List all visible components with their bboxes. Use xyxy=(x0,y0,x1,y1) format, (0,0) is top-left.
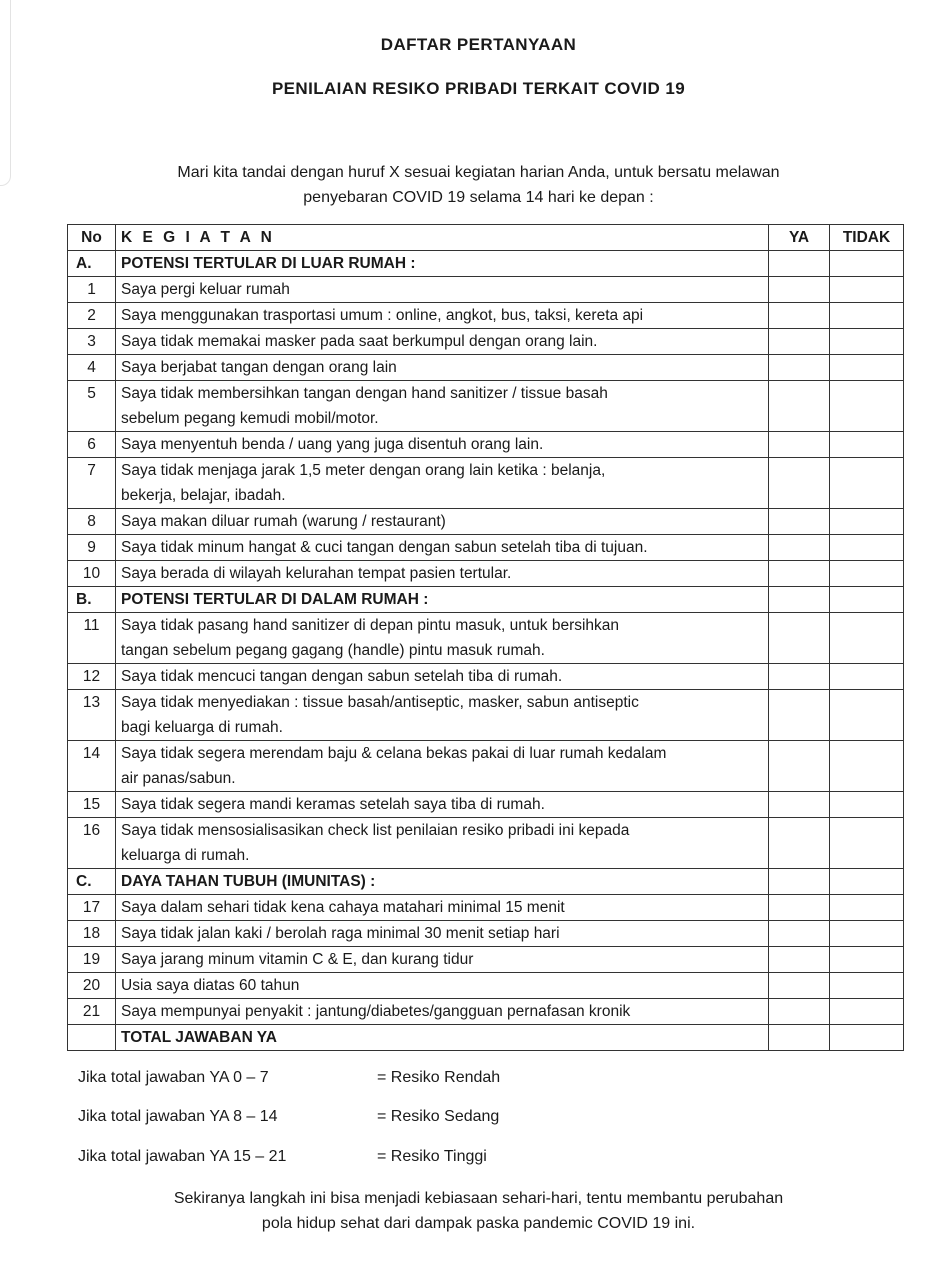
tidak-checkbox-cell[interactable] xyxy=(830,999,904,1025)
row-text: Usia saya diatas 60 tahun xyxy=(116,973,769,999)
row-no: 17 xyxy=(68,895,116,921)
row-text-line: Saya tidak membersihkan tangan dengan hand sanitizer / tissue basah xyxy=(121,385,608,402)
total-tidak-cell[interactable] xyxy=(830,1025,904,1051)
ya-checkbox-cell[interactable] xyxy=(769,947,830,973)
table-row xyxy=(68,741,904,792)
row-no: 11 xyxy=(68,613,116,664)
header-no: No xyxy=(68,225,116,251)
section-label: DAYA TAHAN TUBUH (IMUNITAS) : xyxy=(116,869,769,895)
row-no: 12 xyxy=(68,664,116,690)
intro-line-1: Mari kita tandai dengan huruf X sesuai kegiatan harian Anda, untuk bersatu melawan xyxy=(177,164,780,181)
ya-checkbox-cell[interactable] xyxy=(769,303,830,329)
row-text: Saya menggunakan trasportasi umum : online, angkot, bus, taksi, kereta api xyxy=(116,303,769,329)
table-row xyxy=(68,432,904,458)
ya-cell xyxy=(769,869,830,895)
tidak-cell xyxy=(830,587,904,613)
closing-paragraph xyxy=(60,1186,897,1236)
row-text xyxy=(116,741,769,792)
row-text xyxy=(116,381,769,432)
closing-line-1: Sekiranya langkah ini bisa menjadi kebiasaan sehari-hari, tentu membantu perubahan xyxy=(173,1190,784,1207)
row-no: 19 xyxy=(68,947,116,973)
row-text: Saya mempunyai penyakit : jantung/diabetes/gangguan pernafasan kronik xyxy=(116,999,769,1025)
table-row xyxy=(68,664,904,690)
tidak-checkbox-cell[interactable] xyxy=(830,458,904,509)
intro-line-2: penyebaran COVID 19 selama 14 hari ke depan : xyxy=(303,189,654,206)
table-row xyxy=(68,999,904,1025)
table-row xyxy=(68,973,904,999)
ya-cell xyxy=(769,587,830,613)
row-text: Saya tidak jalan kaki / berolah raga minimal 30 menit setiap hari xyxy=(116,921,769,947)
ya-checkbox-cell[interactable] xyxy=(769,561,830,587)
tidak-checkbox-cell[interactable] xyxy=(830,303,904,329)
document-title: DAFTAR PERTANYAAN xyxy=(380,35,577,54)
table-row xyxy=(68,921,904,947)
row-no: 2 xyxy=(68,303,116,329)
ya-checkbox-cell[interactable] xyxy=(769,818,830,869)
row-no: 21 xyxy=(68,999,116,1025)
ya-checkbox-cell[interactable] xyxy=(769,664,830,690)
row-no: 9 xyxy=(68,535,116,561)
intro-paragraph xyxy=(60,160,897,210)
ya-checkbox-cell[interactable] xyxy=(769,355,830,381)
tidak-checkbox-cell[interactable] xyxy=(830,355,904,381)
legend-result: = Resiko Sedang xyxy=(377,1108,500,1125)
ya-checkbox-cell[interactable] xyxy=(769,973,830,999)
total-ya-cell[interactable] xyxy=(769,1025,830,1051)
total-label: TOTAL JAWABAN YA xyxy=(116,1025,769,1051)
row-text: Saya tidak segera mandi keramas setelah saya tiba di rumah. xyxy=(116,792,769,818)
table-row xyxy=(68,535,904,561)
section-no: C. xyxy=(68,869,116,895)
ya-checkbox-cell[interactable] xyxy=(769,613,830,664)
row-no: 6 xyxy=(68,432,116,458)
row-text xyxy=(116,613,769,664)
tidak-checkbox-cell[interactable] xyxy=(830,895,904,921)
row-no: 3 xyxy=(68,329,116,355)
row-no: 18 xyxy=(68,921,116,947)
header-tidak: TIDAK xyxy=(830,225,904,251)
ya-checkbox-cell[interactable] xyxy=(769,381,830,432)
row-text-line: sebelum pegang kemudi mobil/motor. xyxy=(121,410,379,427)
table-row xyxy=(68,947,904,973)
tidak-checkbox-cell[interactable] xyxy=(830,690,904,741)
tidak-checkbox-cell[interactable] xyxy=(830,381,904,432)
tidak-checkbox-cell[interactable] xyxy=(830,277,904,303)
legend-label: Jika total jawaban YA 8 – 14 xyxy=(78,1108,278,1125)
header-ya: YA xyxy=(769,225,830,251)
ya-checkbox-cell[interactable] xyxy=(769,277,830,303)
legend-result: = Resiko Rendah xyxy=(377,1069,501,1086)
row-text: Saya berada di wilayah kelurahan tempat pasien tertular. xyxy=(116,561,769,587)
table-row xyxy=(68,561,904,587)
ya-checkbox-cell[interactable] xyxy=(769,329,830,355)
row-text-line: air panas/sabun. xyxy=(121,770,236,787)
ya-checkbox-cell[interactable] xyxy=(769,999,830,1025)
section-row-b xyxy=(68,587,904,613)
tidak-checkbox-cell[interactable] xyxy=(830,613,904,664)
ya-checkbox-cell[interactable] xyxy=(769,509,830,535)
row-text: Saya pergi keluar rumah xyxy=(116,277,769,303)
row-text: Saya dalam sehari tidak kena cahaya matahari minimal 15 menit xyxy=(116,895,769,921)
row-text: Saya menyentuh benda / uang yang juga disentuh orang lain. xyxy=(116,432,769,458)
ya-cell xyxy=(769,251,830,277)
row-no: 13 xyxy=(68,690,116,741)
ya-checkbox-cell[interactable] xyxy=(769,921,830,947)
row-text: Saya makan diluar rumah (warung / restaurant) xyxy=(116,509,769,535)
table-row xyxy=(68,792,904,818)
table-row xyxy=(68,381,904,432)
row-text: Saya jarang minum vitamin C & E, dan kurang tidur xyxy=(116,947,769,973)
table-row xyxy=(68,690,904,741)
document-subtitle: PENILAIAN RESIKO PRIBADI TERKAIT COVID 19 xyxy=(271,79,686,98)
section-no: A. xyxy=(68,251,116,277)
row-no: 20 xyxy=(68,973,116,999)
tidak-checkbox-cell[interactable] xyxy=(830,535,904,561)
row-text xyxy=(116,458,769,509)
table-row xyxy=(68,329,904,355)
tidak-checkbox-cell[interactable] xyxy=(830,432,904,458)
tidak-checkbox-cell[interactable] xyxy=(830,741,904,792)
table-row xyxy=(68,458,904,509)
row-text-line: Saya tidak pasang hand sanitizer di depan pintu masuk, untuk bersihkan xyxy=(121,617,620,634)
row-text xyxy=(116,690,769,741)
section-row-c xyxy=(68,869,904,895)
table-row xyxy=(68,509,904,535)
row-text-line: keluarga di rumah. xyxy=(121,847,250,864)
tidak-checkbox-cell[interactable] xyxy=(830,329,904,355)
ya-checkbox-cell[interactable] xyxy=(769,690,830,741)
ya-checkbox-cell[interactable] xyxy=(769,535,830,561)
row-no: 15 xyxy=(68,792,116,818)
ya-checkbox-cell[interactable] xyxy=(769,458,830,509)
section-row-a xyxy=(68,251,904,277)
tidak-cell xyxy=(830,251,904,277)
row-text-line: Saya tidak segera merendam baju & celana bekas pakai di luar rumah kedalam xyxy=(121,745,667,762)
row-no: 8 xyxy=(68,509,116,535)
tidak-checkbox-cell[interactable] xyxy=(830,818,904,869)
tidak-checkbox-cell[interactable] xyxy=(830,664,904,690)
row-text: Saya berjabat tangan dengan orang lain xyxy=(116,355,769,381)
row-text: Saya tidak minum hangat & cuci tangan dengan sabun setelah tiba di tujuan. xyxy=(116,535,769,561)
table-row xyxy=(68,818,904,869)
tidak-checkbox-cell[interactable] xyxy=(830,509,904,535)
section-label: POTENSI TERTULAR DI LUAR RUMAH : xyxy=(116,251,769,277)
closing-line-2: pola hidup sehat dari dampak paska pandemic COVID 19 ini. xyxy=(261,1215,696,1232)
section-label: POTENSI TERTULAR DI DALAM RUMAH : xyxy=(116,587,769,613)
tidak-checkbox-cell[interactable] xyxy=(830,792,904,818)
table-row xyxy=(68,277,904,303)
ya-checkbox-cell[interactable] xyxy=(769,741,830,792)
row-text xyxy=(116,818,769,869)
row-no: 14 xyxy=(68,741,116,792)
tidak-cell xyxy=(830,869,904,895)
row-no: 16 xyxy=(68,818,116,869)
row-no: 10 xyxy=(68,561,116,587)
row-text: Saya tidak mencuci tangan dengan sabun setelah tiba di rumah. xyxy=(116,664,769,690)
row-no: 5 xyxy=(68,381,116,432)
row-text-line: bagi keluarga di rumah. xyxy=(121,719,283,736)
table-row xyxy=(68,303,904,329)
header-kegiatan: K E G I A T A N xyxy=(116,225,769,251)
section-no: B. xyxy=(68,587,116,613)
legend-label: Jika total jawaban YA 15 – 21 xyxy=(78,1148,287,1165)
table-row xyxy=(68,355,904,381)
legend-result: = Resiko Tinggi xyxy=(377,1148,487,1165)
tidak-checkbox-cell[interactable] xyxy=(830,921,904,947)
row-text-line: tangan sebelum pegang gagang (handle) pintu masuk rumah. xyxy=(121,642,545,659)
total-row xyxy=(68,1025,904,1051)
ya-checkbox-cell[interactable] xyxy=(769,432,830,458)
row-no: 1 xyxy=(68,277,116,303)
table-row xyxy=(68,613,904,664)
questionnaire-table xyxy=(67,224,904,1051)
row-text-line: Saya tidak menyediakan : tissue basah/antiseptic, masker, sabun antiseptic xyxy=(121,694,639,711)
ya-checkbox-cell[interactable] xyxy=(769,895,830,921)
tidak-checkbox-cell[interactable] xyxy=(830,947,904,973)
row-text-line: Saya tidak mensosialisasikan check list penilaian resiko pribadi ini kepada xyxy=(121,822,630,839)
row-no: 4 xyxy=(68,355,116,381)
row-no: 7 xyxy=(68,458,116,509)
legend-label: Jika total jawaban YA 0 – 7 xyxy=(78,1069,269,1086)
ya-checkbox-cell[interactable] xyxy=(769,792,830,818)
tidak-checkbox-cell[interactable] xyxy=(830,973,904,999)
row-text: Saya tidak memakai masker pada saat berkumpul dengan orang lain. xyxy=(116,329,769,355)
row-text-line: Saya tidak menjaga jarak 1,5 meter dengan orang lain ketika : belanja, xyxy=(121,462,606,479)
total-no-cell xyxy=(68,1025,116,1051)
row-text-line: bekerja, belajar, ibadah. xyxy=(121,487,286,504)
tidak-checkbox-cell[interactable] xyxy=(830,561,904,587)
table-row xyxy=(68,895,904,921)
table-header-row xyxy=(68,225,904,251)
